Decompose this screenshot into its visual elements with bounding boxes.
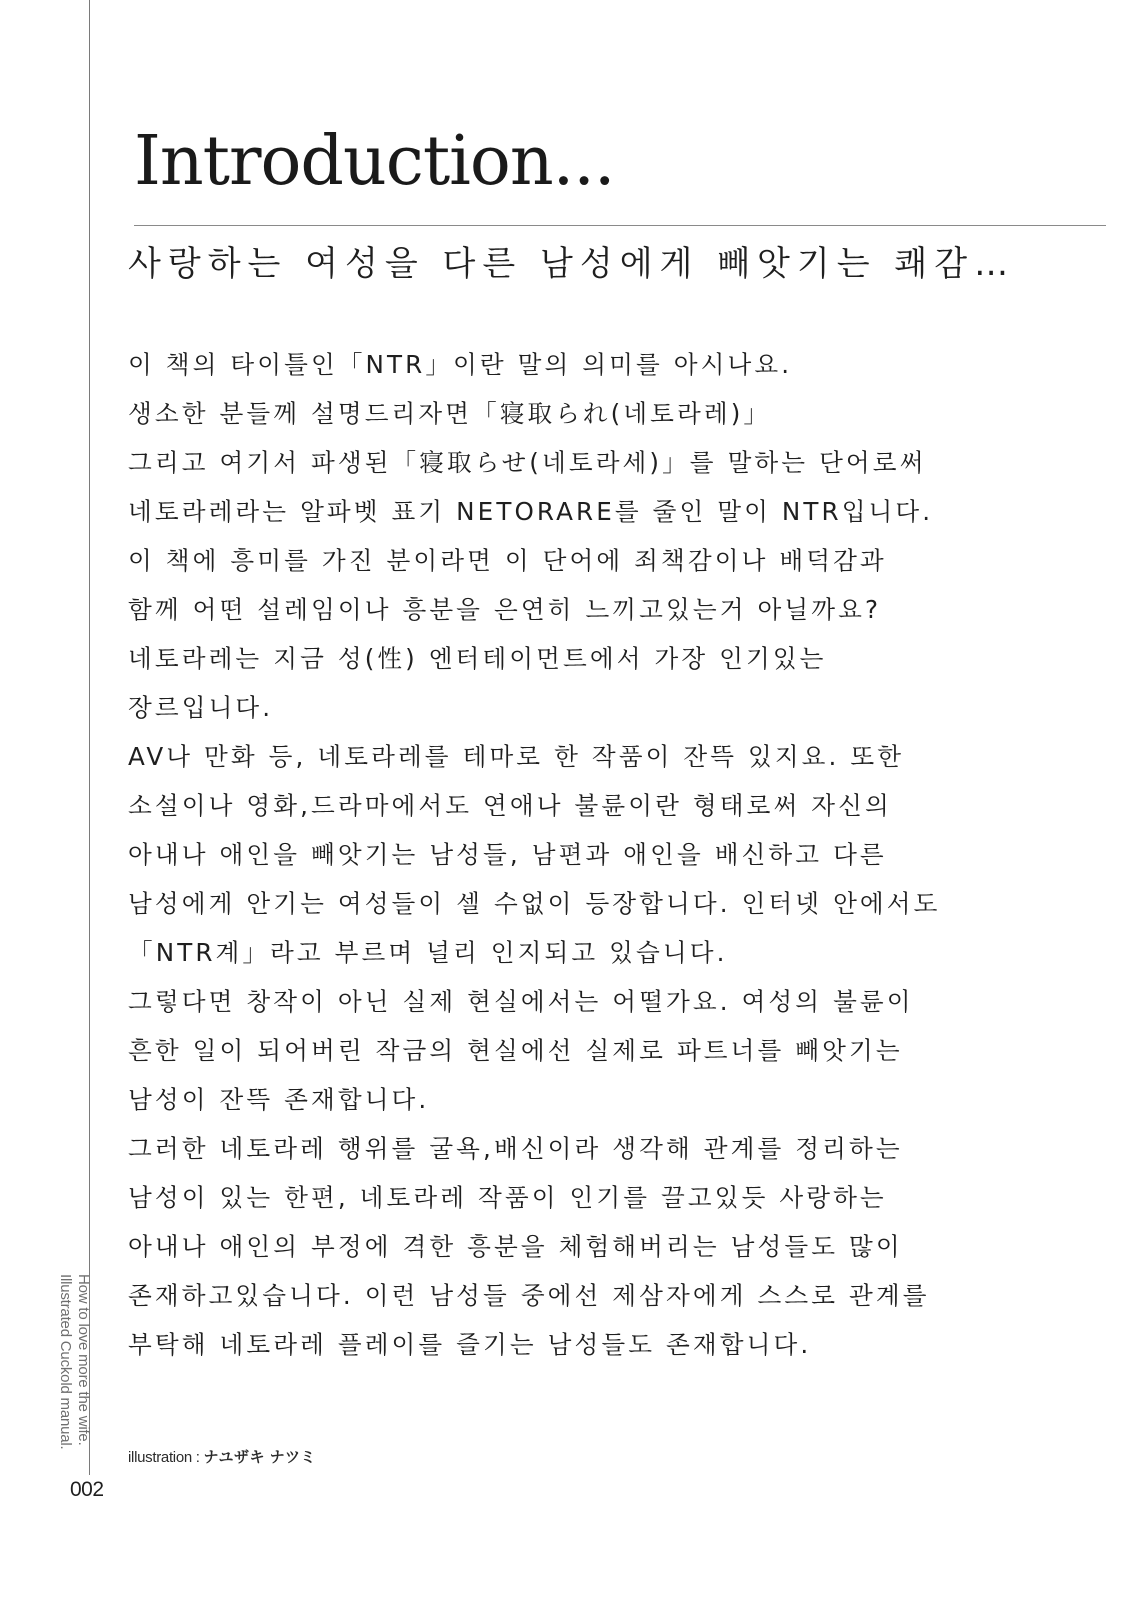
body-line: 함께 어떤 설레임이나 흥분을 은연히 느끼고있는거 아닐까요? <box>128 595 882 624</box>
illustration-artist: ナユザキ ナツミ <box>203 1449 316 1466</box>
page-subtitle: 사랑하는 여성을 다른 남성에게 빼앗기는 쾌감… <box>128 244 1016 284</box>
body-line: 네토라레는 지금 성(性) 엔터테이먼트에서 가장 인기있는 <box>128 644 827 673</box>
body-line: 그렇다면 창작이 아닌 실제 현실에서는 어떨가요. 여성의 불륜이 <box>128 987 914 1016</box>
body-line: 장르입니다. <box>128 693 274 722</box>
body-line: 남성이 잔뜩 존재합니다. <box>128 1085 430 1114</box>
body-line: AV나 만화 등, 네토라레를 테마로 한 작품이 잔뜩 있지요. 또한 <box>128 742 905 771</box>
body-line: 아내나 애인의 부정에 격한 흥분을 체험해버리는 남성들도 많이 <box>128 1232 903 1261</box>
page-title: Introduction... <box>134 122 615 201</box>
body-line: 이 책의 타이틀인「NTR」이란 말의 의미를 아시나요. <box>128 350 793 379</box>
margin-rule <box>89 0 90 1475</box>
title-divider <box>134 225 1106 226</box>
page-number: 002 <box>70 1478 104 1501</box>
body-line: 아내나 애인을 빼앗기는 남성들, 남편과 애인을 배신하고 다른 <box>128 840 887 869</box>
illustration-credit <box>128 1446 316 1467</box>
body-line: 흔한 일이 되어버린 작금의 현실에선 실제로 파트너를 빼앗기는 <box>128 1036 903 1065</box>
body-line: 생소한 분들께 설명드리자면「寝取られ(네토라레)」 <box>128 399 772 428</box>
body-line: 그리고 여기서 파생된「寝取らせ(네토라세)」를 말하는 단어로써 <box>128 448 927 477</box>
body-line: 소설이나 영화,드라마에서도 연애나 불륜이란 형태로써 자신의 <box>128 791 892 820</box>
side-caption-line-2: Illustrated Cuckold manual. <box>57 1274 74 1450</box>
body-line: 이 책에 흥미를 가진 분이라면 이 단어에 죄책감이나 배덕감과 <box>128 546 887 575</box>
body-line: 그러한 네토라레 행위를 굴욕,배신이라 생각해 관계를 정리하는 <box>128 1134 903 1163</box>
side-caption <box>50 1274 92 1474</box>
illustration-label: illustration : <box>128 1449 204 1466</box>
body-line: 부탁해 네토라레 플레이를 즐기는 남성들도 존재합니다. <box>128 1330 812 1359</box>
body-text <box>128 340 1078 1369</box>
side-caption-line-1: How to love more the wife. <box>75 1274 92 1446</box>
body-line: 남성이 있는 한편, 네토라레 작품이 인기를 끌고있듯 사랑하는 <box>128 1183 887 1212</box>
body-line: 존재하고있습니다. 이런 남성들 중에선 제삼자에게 스스로 관계를 <box>128 1281 930 1310</box>
body-line: 남성에게 안기는 여성들이 셀 수없이 등장합니다. 인터넷 안에서도 <box>128 889 941 918</box>
body-line: 「NTR계」라고 부르며 널리 인지되고 있습니다. <box>128 938 728 967</box>
body-line: 네토라레라는 알파벳 표기 NETORARE를 줄인 말이 NTR입니다. <box>128 497 934 526</box>
